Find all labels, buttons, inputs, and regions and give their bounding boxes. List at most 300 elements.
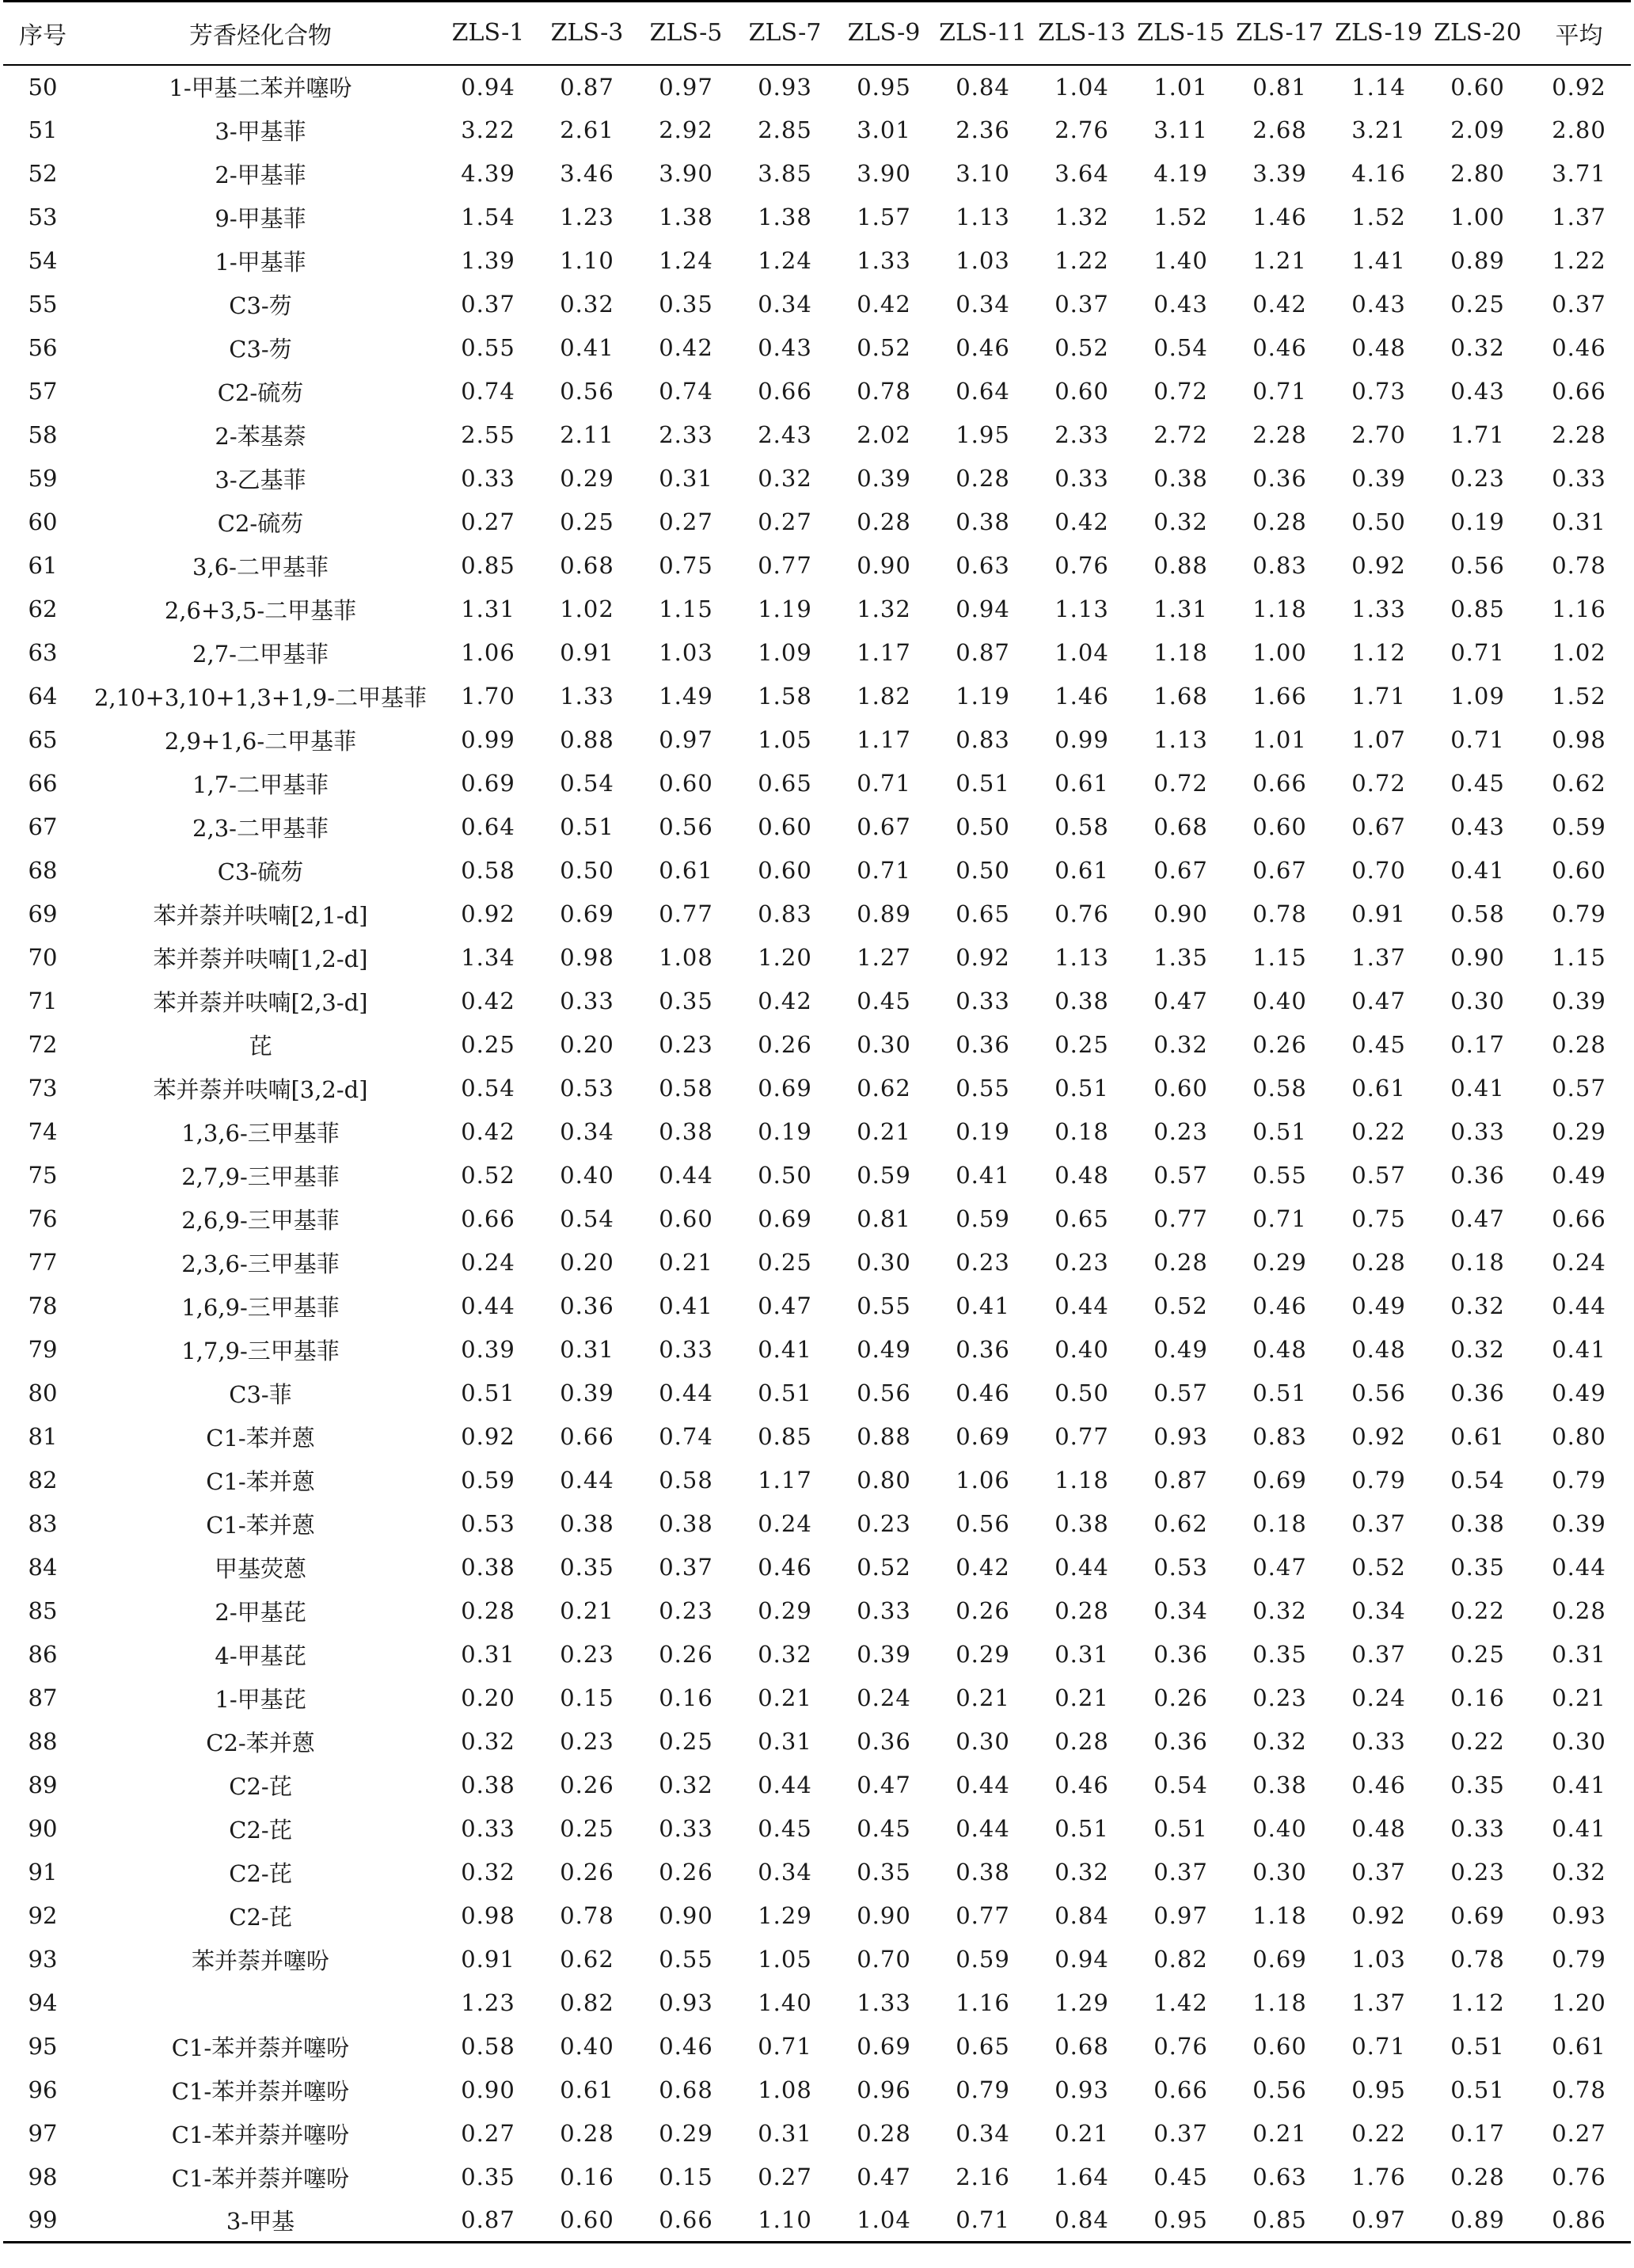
value-cell: 0.46 [956, 334, 1010, 361]
value-cell: 0.36 [560, 1292, 614, 1319]
value-cell: 1.41 [1351, 247, 1406, 274]
value-cell: 0.32 [461, 1728, 515, 1755]
value-cell: 0.43 [1450, 378, 1505, 405]
value-cell: 2.72 [1153, 421, 1208, 448]
value-cell: 0.50 [758, 1162, 812, 1189]
value-cell: 1.18 [1252, 1989, 1307, 2016]
value-cell: 0.37 [461, 291, 515, 318]
value-cell: 1.35 [1153, 944, 1208, 971]
value-cell: 0.36 [1450, 1162, 1505, 1189]
column-header: ZLS-5 [649, 19, 723, 48]
value-cell: 0.26 [560, 1859, 614, 1886]
compound-name-cell: 苯并萘并噻吩 [191, 1946, 329, 1974]
value-cell: 1.18 [1054, 1467, 1109, 1494]
value-cell: 4.19 [1153, 160, 1208, 187]
value-cell: 0.47 [758, 1292, 812, 1319]
value-cell: 0.79 [1552, 1467, 1606, 1494]
value-cell: 0.51 [1252, 1379, 1307, 1406]
value-cell: 1.58 [758, 683, 812, 710]
value-cell: 0.46 [1252, 1292, 1307, 1319]
value-cell: 0.85 [1252, 2206, 1307, 2234]
value-cell: 1.37 [1351, 1989, 1406, 2016]
value-cell: 0.21 [659, 1249, 713, 1276]
column-header: ZLS-1 [451, 19, 525, 48]
value-cell: 0.66 [758, 378, 812, 405]
value-cell: 1.06 [956, 1467, 1010, 1494]
value-cell: 1.01 [1252, 726, 1307, 753]
row-index-cell: 61 [28, 552, 58, 579]
value-cell: 0.81 [1252, 73, 1307, 101]
value-cell: 0.66 [560, 1423, 614, 1450]
value-cell: 0.31 [758, 2120, 812, 2147]
table-row [3, 457, 1631, 500]
value-cell: 0.77 [956, 1902, 1010, 1929]
value-cell: 0.21 [956, 1684, 1010, 1711]
value-cell: 0.90 [659, 1902, 713, 1929]
column-header: ZLS-11 [939, 19, 1027, 48]
value-cell: 0.72 [1351, 770, 1406, 797]
value-cell: 0.72 [1153, 770, 1208, 797]
value-cell: 1.52 [1351, 204, 1406, 230]
value-cell: 0.22 [1450, 1728, 1505, 1755]
value-cell: 0.87 [956, 639, 1010, 666]
table-row [3, 1328, 1631, 1372]
value-cell: 0.58 [461, 2033, 515, 2060]
value-cell: 0.31 [461, 1641, 515, 1668]
value-cell: 0.66 [1552, 378, 1606, 405]
value-cell: 0.25 [659, 1728, 713, 1755]
value-cell: 1.08 [659, 944, 713, 971]
value-cell: 0.27 [461, 2120, 515, 2147]
value-cell: 0.62 [857, 1075, 911, 1102]
value-cell: 0.46 [1252, 334, 1307, 361]
value-cell: 2.02 [857, 421, 911, 448]
value-cell: 1.31 [1153, 596, 1208, 622]
value-cell: 1.06 [461, 639, 515, 666]
value-cell: 0.21 [758, 1684, 812, 1711]
value-cell: 0.78 [1252, 900, 1307, 927]
value-cell: 0.98 [1552, 726, 1606, 753]
compound-name-cell: 1,7-二甲基菲 [192, 771, 329, 798]
compound-name-cell: 2,9+1,6-二甲基菲 [164, 727, 357, 755]
value-cell: 1.04 [1054, 639, 1109, 666]
value-cell: 0.49 [857, 1336, 911, 1363]
table-row [3, 1676, 1631, 1720]
value-cell: 1.04 [857, 2206, 911, 2234]
row-index-cell: 92 [28, 1902, 58, 1929]
row-index-cell: 81 [28, 1423, 58, 1450]
value-cell: 0.54 [560, 770, 614, 797]
value-cell: 2.33 [1054, 421, 1109, 448]
value-cell: 0.95 [857, 73, 911, 101]
value-cell: 0.84 [1054, 2206, 1109, 2234]
value-cell: 0.53 [461, 1510, 515, 1537]
table-row [3, 1284, 1631, 1328]
value-cell: 1.10 [758, 2206, 812, 2234]
value-cell: 0.89 [1450, 2206, 1505, 2234]
value-cell: 0.31 [1552, 508, 1606, 535]
value-cell: 0.41 [560, 334, 614, 361]
value-cell: 0.21 [1054, 1684, 1109, 1711]
value-cell: 0.70 [857, 1946, 911, 1973]
value-cell: 0.68 [1153, 813, 1208, 840]
table-row [3, 892, 1631, 936]
value-cell: 1.40 [1153, 247, 1208, 274]
value-cell: 0.23 [1153, 1118, 1208, 1145]
value-cell: 3.10 [956, 160, 1010, 187]
value-cell: 0.29 [758, 1597, 812, 1624]
row-index-cell: 77 [28, 1249, 58, 1276]
value-cell: 1.22 [1054, 247, 1109, 274]
value-cell: 0.40 [1054, 1336, 1109, 1363]
value-cell: 1.95 [956, 421, 1010, 448]
row-index-cell: 53 [28, 204, 58, 230]
value-cell: 0.40 [1252, 987, 1307, 1014]
table-row [3, 1023, 1631, 1067]
value-cell: 2.43 [758, 421, 812, 448]
value-cell: 0.33 [1450, 1118, 1505, 1145]
value-cell: 0.74 [461, 378, 515, 405]
value-cell: 0.61 [1054, 770, 1109, 797]
table-row [3, 1720, 1631, 1764]
value-cell: 0.61 [1054, 857, 1109, 884]
table-row [3, 936, 1631, 980]
compound-name-cell: 3-乙基菲 [215, 466, 306, 493]
value-cell: 0.48 [1351, 1815, 1406, 1842]
compound-name-cell: 3-甲基 [226, 2207, 295, 2235]
value-cell: 0.69 [857, 2033, 911, 2060]
value-cell: 1.37 [1351, 944, 1406, 971]
value-cell: 0.41 [1552, 1336, 1606, 1363]
row-index-cell: 96 [28, 2076, 58, 2103]
value-cell: 0.61 [1552, 2033, 1606, 2060]
value-cell: 0.54 [461, 1075, 515, 1102]
value-cell: 0.79 [1552, 1946, 1606, 1973]
value-cell: 1.17 [758, 1467, 812, 1494]
value-cell: 0.32 [758, 1641, 812, 1668]
row-index-cell: 89 [28, 1771, 58, 1798]
value-cell: 0.50 [956, 813, 1010, 840]
value-cell: 0.52 [857, 1554, 911, 1581]
value-cell: 0.61 [1351, 1075, 1406, 1102]
value-cell: 0.16 [1450, 1684, 1505, 1711]
value-cell: 0.32 [1450, 1336, 1505, 1363]
value-cell: 0.40 [560, 1162, 614, 1189]
value-cell: 0.28 [1153, 1249, 1208, 1276]
value-cell: 0.71 [857, 857, 911, 884]
value-cell: 0.84 [956, 73, 1010, 101]
value-cell: 0.79 [956, 2076, 1010, 2103]
value-cell: 0.55 [461, 334, 515, 361]
value-cell: 1.12 [1351, 639, 1406, 666]
row-index-cell: 65 [28, 726, 58, 753]
value-cell: 1.38 [659, 204, 713, 230]
value-cell: 0.33 [659, 1815, 713, 1842]
row-index-cell: 69 [28, 900, 58, 927]
table-row [3, 849, 1631, 892]
value-cell: 0.67 [1252, 857, 1307, 884]
value-cell: 2.09 [1450, 116, 1505, 143]
value-cell: 1.18 [1252, 1902, 1307, 1929]
value-cell: 1.52 [1153, 204, 1208, 230]
value-cell: 0.89 [857, 900, 911, 927]
value-cell: 0.22 [1351, 1118, 1406, 1145]
value-cell: 0.75 [659, 552, 713, 579]
value-cell: 1.37 [1552, 204, 1606, 230]
value-cell: 0.63 [956, 552, 1010, 579]
value-cell: 1.46 [1252, 204, 1307, 230]
value-cell: 1.64 [1054, 2163, 1109, 2190]
value-cell: 0.23 [857, 1510, 911, 1537]
value-cell: 2.85 [758, 116, 812, 143]
value-cell: 0.71 [1252, 378, 1307, 405]
value-cell: 0.48 [1252, 1336, 1307, 1363]
value-cell: 1.32 [1054, 204, 1109, 230]
value-cell: 0.39 [1351, 465, 1406, 492]
value-cell: 0.36 [1450, 1379, 1505, 1406]
value-cell: 2.92 [659, 116, 713, 143]
row-index-cell: 93 [28, 1946, 58, 1973]
table-row [3, 370, 1631, 413]
value-cell: 0.67 [1351, 813, 1406, 840]
value-cell: 0.85 [461, 552, 515, 579]
table-row [3, 196, 1631, 239]
value-cell: 0.24 [1552, 1249, 1606, 1276]
value-cell: 0.74 [659, 378, 713, 405]
compound-name-cell: 1,3,6-三甲基菲 [181, 1119, 340, 1147]
value-cell: 0.86 [1552, 2206, 1606, 2234]
value-cell: 1.32 [857, 596, 911, 622]
value-cell: 1.29 [758, 1902, 812, 1929]
value-cell: 0.21 [1252, 2120, 1307, 2147]
value-cell: 1.20 [1552, 1989, 1606, 2016]
value-cell: 1.57 [857, 204, 911, 230]
value-cell: 1.12 [1450, 1989, 1505, 2016]
value-cell: 0.32 [1450, 1292, 1505, 1319]
value-cell: 0.21 [1552, 1684, 1606, 1711]
value-cell: 0.22 [1351, 2120, 1406, 2147]
value-cell: 1.17 [857, 639, 911, 666]
value-cell: 0.39 [1552, 1510, 1606, 1537]
value-cell: 1.76 [1351, 2163, 1406, 2190]
value-cell: 1.20 [758, 944, 812, 971]
compound-name-cell: 苯并萘并呋喃[2,3-d] [153, 988, 368, 1016]
table-row [3, 283, 1631, 326]
table-row [3, 2025, 1631, 2068]
value-cell: 0.78 [857, 378, 911, 405]
value-cell: 0.23 [659, 1031, 713, 1058]
value-cell: 0.60 [758, 813, 812, 840]
value-cell: 0.56 [560, 378, 614, 405]
value-cell: 0.56 [659, 813, 713, 840]
row-index-cell: 79 [28, 1336, 58, 1363]
value-cell: 0.37 [1351, 1859, 1406, 1886]
value-cell: 2.80 [1552, 116, 1606, 143]
value-cell: 3.90 [857, 160, 911, 187]
value-cell: 2.70 [1351, 421, 1406, 448]
value-cell: 0.41 [1450, 857, 1505, 884]
value-cell: 0.45 [1351, 1031, 1406, 1058]
value-cell: 0.29 [1252, 1249, 1307, 1276]
value-cell: 1.71 [1351, 683, 1406, 710]
table-row [3, 718, 1631, 762]
value-cell: 0.43 [1153, 291, 1208, 318]
value-cell: 0.29 [1552, 1118, 1606, 1145]
value-cell: 0.34 [560, 1118, 614, 1145]
value-cell: 0.57 [1552, 1075, 1606, 1102]
table-row [3, 65, 1631, 108]
value-cell: 0.21 [1054, 2120, 1109, 2147]
value-cell: 0.94 [956, 596, 1010, 622]
value-cell: 0.71 [956, 2206, 1010, 2234]
value-cell: 0.26 [758, 1031, 812, 1058]
value-cell: 0.33 [560, 987, 614, 1014]
table-row [3, 1502, 1631, 1546]
value-cell: 1.49 [659, 683, 713, 710]
compound-name-cell: C3-硫芴 [217, 858, 304, 885]
row-index-cell: 68 [28, 857, 58, 884]
value-cell: 0.28 [1552, 1031, 1606, 1058]
compound-name-cell: C1-苯并蒽 [206, 1467, 315, 1495]
value-cell: 0.47 [1450, 1205, 1505, 1232]
value-cell: 0.30 [1252, 1859, 1307, 1886]
value-cell: 0.61 [659, 857, 713, 884]
value-cell: 0.95 [1153, 2206, 1208, 2234]
value-cell: 0.23 [1450, 1859, 1505, 1886]
compound-name-cell: 2-甲基芘 [215, 1598, 306, 1626]
value-cell: 0.44 [461, 1292, 515, 1319]
value-cell: 0.77 [1054, 1423, 1109, 1450]
value-cell: 0.66 [659, 2206, 713, 2234]
value-cell: 0.42 [857, 291, 911, 318]
row-index-cell: 75 [28, 1162, 58, 1189]
value-cell: 0.27 [659, 508, 713, 535]
value-cell: 0.52 [461, 1162, 515, 1189]
value-cell: 0.25 [1450, 1641, 1505, 1668]
compound-name-cell: 甲基荧蒽 [214, 1554, 306, 1582]
value-cell: 0.41 [1552, 1815, 1606, 1842]
value-cell: 0.49 [1351, 1292, 1406, 1319]
value-cell: 0.53 [560, 1075, 614, 1102]
value-cell: 0.52 [857, 334, 911, 361]
table-row [3, 1415, 1631, 1459]
value-cell: 1.18 [1252, 596, 1307, 622]
value-cell: 0.69 [1252, 1467, 1307, 1494]
value-cell: 0.51 [1054, 1815, 1109, 1842]
value-cell: 0.64 [956, 378, 1010, 405]
value-cell: 0.76 [1552, 2163, 1606, 2190]
value-cell: 0.24 [758, 1510, 812, 1537]
value-cell: 0.82 [1153, 1946, 1208, 1973]
value-cell: 0.48 [1351, 1336, 1406, 1363]
value-cell: 2.76 [1054, 116, 1109, 143]
value-cell: 0.38 [1054, 1510, 1109, 1537]
value-cell: 1.24 [758, 247, 812, 274]
value-cell: 0.60 [659, 770, 713, 797]
value-cell: 0.21 [857, 1118, 911, 1145]
value-cell: 0.36 [1153, 1641, 1208, 1668]
value-cell: 1.13 [1054, 944, 1109, 971]
value-cell: 0.61 [1450, 1423, 1505, 1450]
value-cell: 0.43 [758, 334, 812, 361]
compound-name-cell: C2-芘 [229, 1772, 292, 1800]
table-row [3, 1197, 1631, 1241]
value-cell: 1.01 [1153, 73, 1208, 101]
value-cell: 0.55 [857, 1292, 911, 1319]
value-cell: 0.38 [956, 1859, 1010, 1886]
value-cell: 0.70 [1351, 857, 1406, 884]
value-cell: 0.68 [1054, 2033, 1109, 2060]
value-cell: 3.46 [560, 160, 614, 187]
value-cell: 0.88 [1153, 552, 1208, 579]
row-index-cell: 83 [28, 1510, 58, 1537]
value-cell: 0.92 [1351, 1423, 1406, 1450]
column-header: ZLS-20 [1434, 19, 1522, 48]
row-index-cell: 72 [28, 1031, 58, 1058]
value-cell: 1.33 [560, 683, 614, 710]
value-cell: 2.36 [956, 116, 1010, 143]
value-cell: 0.97 [659, 73, 713, 101]
compound-name-cell: 1,7,9-三甲基菲 [181, 1337, 340, 1364]
value-cell: 0.35 [560, 1554, 614, 1581]
value-cell: 1.33 [857, 247, 911, 274]
table-row [3, 1981, 1631, 2025]
value-cell: 0.25 [560, 1815, 614, 1842]
value-cell: 1.08 [758, 2076, 812, 2103]
value-cell: 0.71 [758, 2033, 812, 2060]
compound-name-cell: C2-芘 [229, 1903, 292, 1931]
value-cell: 0.21 [560, 1597, 614, 1624]
value-cell: 0.24 [857, 1684, 911, 1711]
value-cell: 0.46 [1351, 1771, 1406, 1798]
value-cell: 0.38 [1153, 465, 1208, 492]
value-cell: 0.23 [1252, 1684, 1307, 1711]
value-cell: 0.60 [1552, 857, 1606, 884]
value-cell: 0.42 [1252, 291, 1307, 318]
value-cell: 0.85 [1450, 596, 1505, 622]
value-cell: 0.57 [1153, 1162, 1208, 1189]
value-cell: 0.51 [560, 813, 614, 840]
value-cell: 1.27 [857, 944, 911, 971]
value-cell: 0.55 [956, 1075, 1010, 1102]
compound-name-cell: C2-芘 [229, 1816, 292, 1844]
value-cell: 0.42 [1054, 508, 1109, 535]
value-cell: 0.87 [560, 73, 614, 101]
value-cell: 3.21 [1351, 116, 1406, 143]
value-cell: 0.45 [857, 987, 911, 1014]
table-row [3, 1546, 1631, 1589]
value-cell: 0.33 [1054, 465, 1109, 492]
value-cell: 0.36 [956, 1031, 1010, 1058]
value-cell: 0.26 [1153, 1684, 1208, 1711]
value-cell: 1.38 [758, 204, 812, 230]
value-cell: 0.81 [857, 1205, 911, 1232]
row-index-cell: 50 [28, 73, 58, 101]
value-cell: 0.44 [1054, 1292, 1109, 1319]
value-cell: 1.05 [758, 726, 812, 753]
row-index-cell: 57 [28, 378, 58, 405]
value-cell: 0.93 [1153, 1423, 1208, 1450]
value-cell: 1.19 [956, 683, 1010, 710]
value-cell: 1.66 [1252, 683, 1307, 710]
value-cell: 0.42 [461, 1118, 515, 1145]
value-cell: 0.99 [1054, 726, 1109, 753]
compound-name-cell: C3-芴 [229, 335, 292, 363]
compound-name-cell: C2-芘 [229, 1859, 292, 1887]
value-cell: 0.51 [1450, 2033, 1505, 2060]
value-cell: 0.19 [758, 1118, 812, 1145]
value-cell: 0.28 [857, 2120, 911, 2147]
